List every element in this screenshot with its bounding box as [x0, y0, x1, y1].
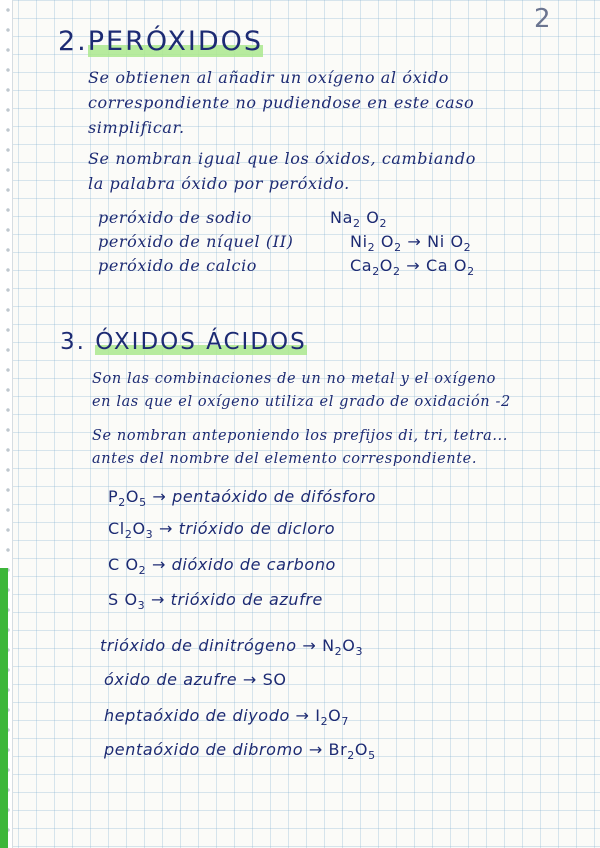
s2-example-name: peróxido de sodio [98, 208, 252, 227]
section2-title: PERÓXIDOS [87, 26, 264, 57]
section3-number: 3. [60, 329, 86, 355]
s3-para1-line1: Son las combinaciones de un no metal y el oxígeno [92, 371, 496, 387]
s3-para2-line2: antes del nombre del elemento correspondiente. [92, 451, 478, 467]
s3-formula-row: $P_2O_5$ → pentaóxido de difósforo [108, 487, 377, 510]
s2-para1-line3: simplificar. [88, 118, 185, 137]
s3-exercise-row: trióxido de dinitrógeno → $N_2O_3$ [100, 636, 364, 659]
s2-example-formula: $Ni_2$ $O_2 \to Ni$ $O_2$ [350, 232, 472, 255]
s3-para2-line1: Se nombran anteponiendo los prefijos di, tri, tetra... [92, 428, 508, 444]
s2-para2-line1: Se nombran igual que los óxidos, cambiando [88, 149, 476, 168]
s3-para1-line2: en las que el oxígeno utiliza el grado de oxidación -2 [92, 394, 511, 410]
s2-example-name: peróxido de níquel (II) [98, 232, 294, 251]
s3-formula-row: $Cl_2O_3$ → trióxido de dicloro [108, 519, 336, 542]
s2-example-name: peróxido de calcio [98, 256, 258, 275]
s2-example-formula: $Na_2$ $O_2$ [330, 208, 388, 231]
s2-para1-line1: Se obtienen al añadir un oxígeno al óxido [88, 68, 449, 87]
s3-exercise-row: pentaóxido de dibromo → $Br_2O_5$ [104, 740, 376, 763]
s2-para1-line2: correspondiente no pudiendose en este caso [88, 93, 475, 112]
s3-formula-row: C $O_2$ → dióxido de carbono [108, 555, 336, 578]
section2-heading [58, 26, 263, 57]
section3-heading [60, 329, 307, 355]
section2-number: 2. [58, 26, 88, 57]
s2-example-formula: $Ca_2O_2 \to Ca$ $O_2$ [350, 256, 475, 279]
section3-title: ÓXIDOS ÁCIDOS [95, 329, 307, 355]
s3-formula-row: S $O_3$ → trióxido de azufre [108, 590, 323, 613]
page-number: 2 [534, 4, 552, 34]
green-tab [0, 568, 8, 848]
s2-para2-line2: la palabra óxido por peróxido. [88, 174, 350, 193]
s3-exercise-row: heptaóxido de diyodo → $I_2O_7$ [104, 706, 349, 729]
notebook-binding [0, 0, 13, 848]
s3-exercise-row: óxido de azufre → SO [104, 670, 287, 689]
